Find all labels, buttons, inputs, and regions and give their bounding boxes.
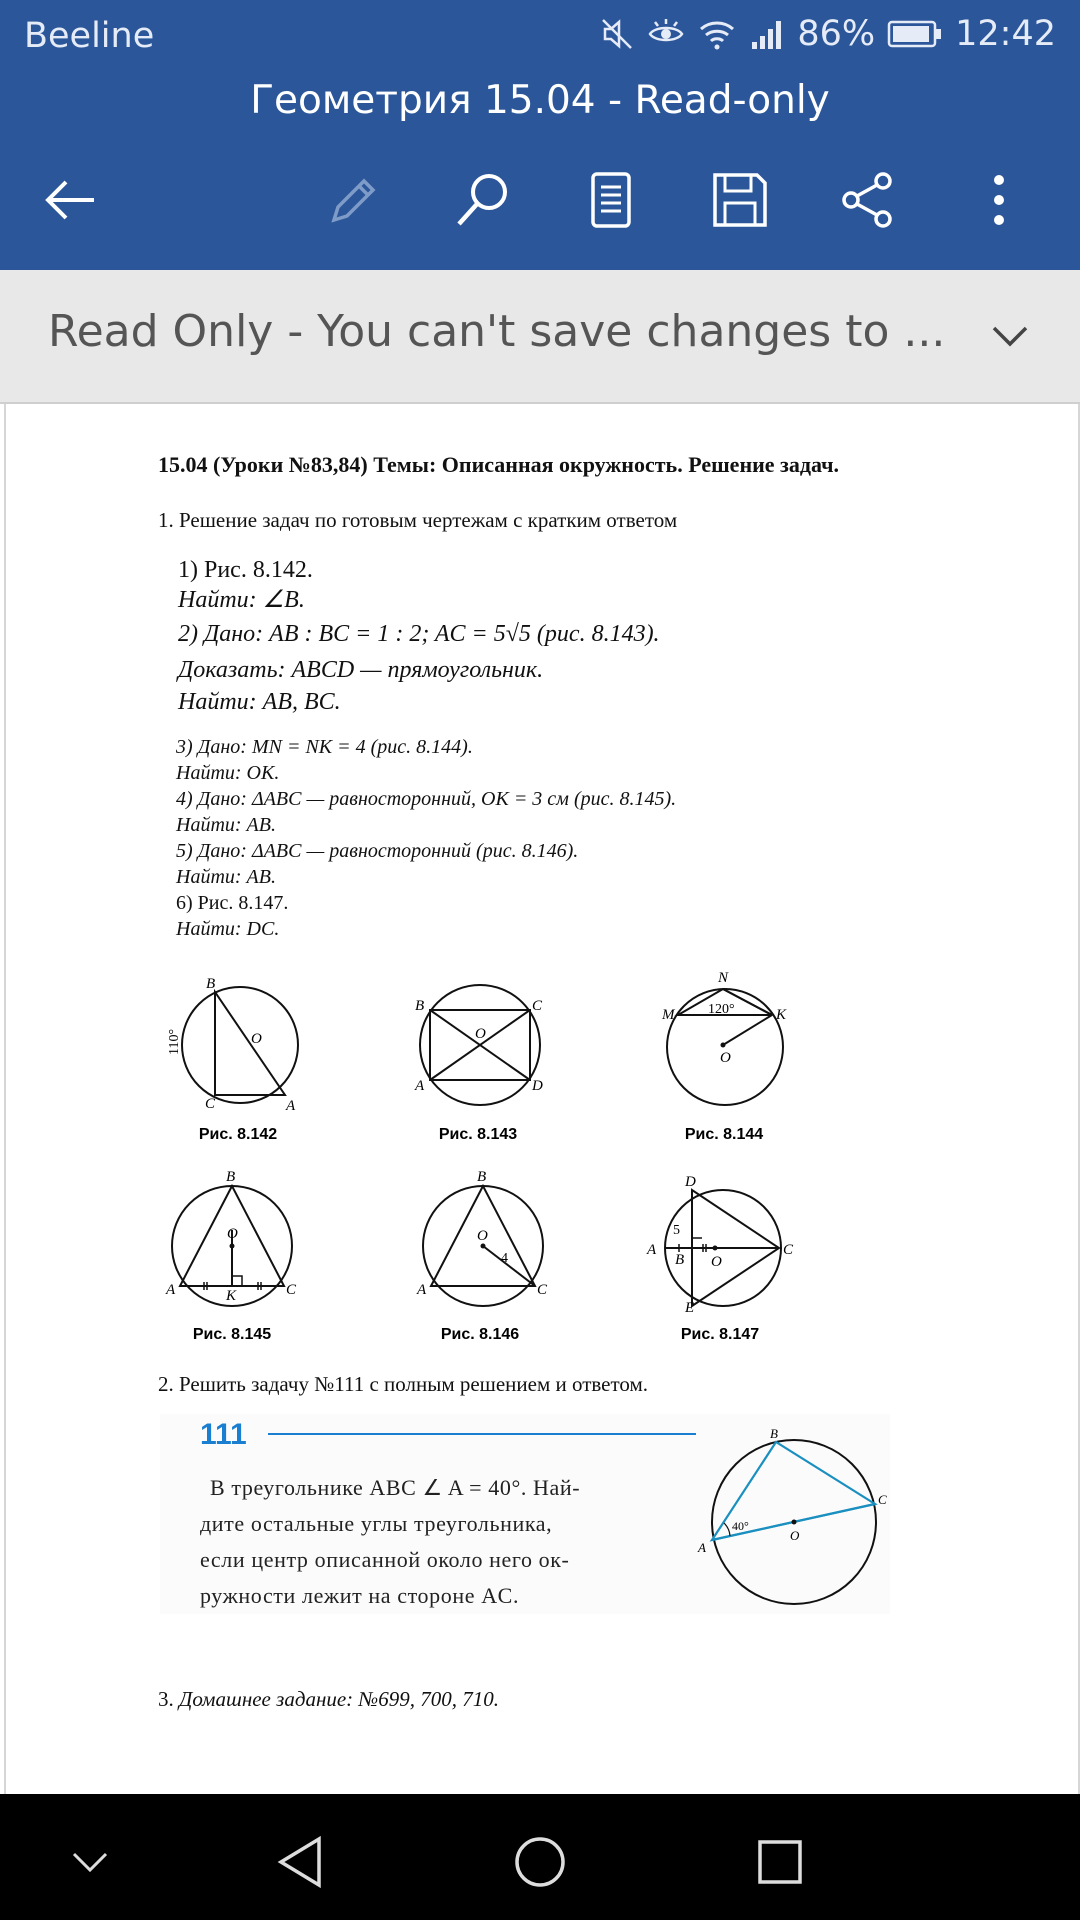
problem-number: 111 bbox=[200, 1418, 247, 1451]
svg-text:A: A bbox=[286, 1098, 296, 1114]
svg-text:O: O bbox=[711, 1254, 722, 1270]
battery-icon bbox=[887, 19, 943, 49]
back-icon bbox=[275, 1835, 325, 1889]
toolbar bbox=[0, 160, 1080, 240]
app-bar bbox=[0, 0, 1080, 270]
svg-text:O: O bbox=[475, 1026, 486, 1042]
clock: 12:42 bbox=[955, 14, 1056, 54]
task-line: Найти: OK. bbox=[176, 762, 280, 784]
chevron-down-icon bbox=[991, 324, 1029, 348]
svg-text:E: E bbox=[685, 1300, 695, 1312]
task-line: Найти: AB, BC. bbox=[178, 689, 341, 715]
back-arrow-icon bbox=[40, 175, 100, 225]
figure-8-146 bbox=[405, 1162, 555, 1312]
nav-back-button[interactable] bbox=[260, 1822, 340, 1902]
svg-text:A: A bbox=[647, 1242, 657, 1258]
search-icon bbox=[453, 170, 513, 230]
figure-caption: Рис. 8.146 bbox=[440, 1326, 520, 1343]
task-line: Найти: DC. bbox=[176, 918, 280, 940]
svg-text:A: A bbox=[698, 1540, 706, 1555]
problem-rule bbox=[268, 1433, 696, 1435]
svg-text:C: C bbox=[286, 1282, 297, 1298]
eye-comfort-icon bbox=[647, 16, 685, 52]
reading-view-icon bbox=[589, 171, 633, 229]
task-line: Найти: AB. bbox=[176, 866, 276, 888]
wifi-icon bbox=[697, 16, 737, 52]
recents-icon bbox=[756, 1838, 804, 1886]
document-title: Геометрия 15.04 - Read-only bbox=[250, 78, 830, 123]
doc-item-1: 1. Решение задач по готовым чертежам с кратким ответом bbox=[158, 508, 678, 532]
svg-text:C: C bbox=[878, 1492, 887, 1507]
problem-111 bbox=[160, 1414, 890, 1614]
svg-text:B: B bbox=[770, 1428, 778, 1441]
item-3-number: 3. bbox=[158, 1687, 179, 1711]
collapse-nav-button[interactable] bbox=[50, 1822, 130, 1902]
back-button[interactable] bbox=[30, 160, 110, 240]
doc-item-3 bbox=[158, 1687, 499, 1712]
svg-text:B: B bbox=[477, 1169, 487, 1185]
svg-text:5: 5 bbox=[673, 1223, 680, 1238]
status-bar bbox=[0, 0, 1080, 75]
svg-text:O: O bbox=[477, 1228, 488, 1244]
nav-recents-button[interactable] bbox=[740, 1822, 820, 1902]
svg-text:C: C bbox=[783, 1242, 794, 1258]
more-icon bbox=[989, 172, 1009, 228]
share-button[interactable] bbox=[828, 160, 908, 240]
problem-line: ружности лежит на стороне AC. bbox=[200, 1583, 520, 1608]
svg-text:M: M bbox=[662, 1007, 675, 1023]
problem-111-figure bbox=[690, 1428, 890, 1614]
save-icon bbox=[711, 171, 769, 229]
problem-line: дите остальные углы треугольника, bbox=[200, 1511, 553, 1536]
svg-text:O: O bbox=[790, 1528, 800, 1543]
svg-text:A: A bbox=[417, 1282, 427, 1298]
task-line: 4) Дано: ΔABC — равносторонний, OK = 3 см (рис. 8.145). bbox=[176, 788, 677, 810]
share-icon bbox=[839, 171, 897, 229]
system-nav-bar bbox=[0, 1794, 1080, 1920]
figure-8-143 bbox=[405, 965, 555, 1115]
svg-text:40°: 40° bbox=[732, 1519, 749, 1533]
task-line: 3) Дано: MN = NK = 4 (рис. 8.144). bbox=[176, 736, 473, 758]
svg-text:D: D bbox=[532, 1078, 543, 1094]
task-line: 1) Рис. 8.142. bbox=[178, 557, 313, 583]
svg-text:B: B bbox=[226, 1169, 236, 1185]
homework-text: Домашнее задание: №699, 700, 710. bbox=[179, 1687, 499, 1711]
svg-text:O: O bbox=[251, 1031, 262, 1047]
figure-8-144 bbox=[650, 965, 800, 1115]
svg-text:A: A bbox=[415, 1078, 425, 1094]
svg-text:C: C bbox=[532, 998, 543, 1014]
svg-text:O: O bbox=[227, 1226, 238, 1242]
figure-caption: Рис. 8.144 bbox=[684, 1126, 764, 1143]
read-only-message: Read Only - You can't save changes to ... bbox=[48, 306, 946, 357]
svg-text:A: A bbox=[166, 1282, 176, 1298]
svg-text:K: K bbox=[226, 1288, 237, 1304]
task-line: Доказать: ABCD — прямоугольник. bbox=[178, 657, 544, 683]
figure-caption: Рис. 8.145 bbox=[192, 1326, 272, 1343]
status-icons bbox=[599, 14, 1056, 54]
figure-8-147 bbox=[645, 1162, 805, 1312]
svg-text:K: K bbox=[776, 1007, 787, 1023]
carrier-name: Beeline bbox=[24, 16, 155, 56]
nav-home-button[interactable] bbox=[500, 1822, 580, 1902]
reading-view-button[interactable] bbox=[571, 160, 651, 240]
battery-percent: 86% bbox=[797, 14, 876, 54]
svg-text:C: C bbox=[205, 1096, 216, 1112]
task-line: Найти: ∠B. bbox=[178, 587, 305, 613]
task-line: 2) Дано: AB : BC = 1 : 2; AC = 5√5 (рис. 8.143). bbox=[178, 621, 660, 647]
search-button[interactable] bbox=[443, 160, 523, 240]
task-line: 5) Дано: ΔABC — равносторонний (рис. 8.146). bbox=[176, 840, 579, 862]
signal-icon bbox=[749, 16, 785, 52]
svg-text:D: D bbox=[685, 1174, 696, 1190]
problem-text bbox=[200, 1470, 580, 1614]
svg-text:B: B bbox=[415, 998, 425, 1014]
doc-heading: 15.04 (Уроки №83,84) Темы: Описанная окружность. Решение задач. bbox=[158, 452, 840, 477]
pencil-icon bbox=[326, 172, 382, 228]
task-line: Найти: AB. bbox=[176, 814, 276, 836]
figure-8-142 bbox=[160, 965, 320, 1115]
problem-line: В треугольнике ABC ∠ A = 40°. Най- bbox=[210, 1475, 581, 1500]
figure-caption: Рис. 8.147 bbox=[680, 1326, 760, 1343]
read-only-banner[interactable] bbox=[0, 270, 1080, 404]
svg-text:O: O bbox=[720, 1050, 731, 1066]
svg-text:B: B bbox=[675, 1252, 685, 1268]
expand-banner-button[interactable] bbox=[980, 306, 1040, 366]
svg-text:B: B bbox=[206, 976, 216, 992]
collapse-icon bbox=[70, 1849, 110, 1875]
svg-text:110°: 110° bbox=[167, 1028, 182, 1055]
save-button[interactable] bbox=[700, 160, 780, 240]
svg-text:4: 4 bbox=[501, 1251, 508, 1266]
home-icon bbox=[513, 1835, 567, 1889]
svg-text:N: N bbox=[718, 970, 729, 986]
svg-text:C: C bbox=[537, 1282, 548, 1298]
edit-button[interactable] bbox=[314, 160, 394, 240]
more-options-button[interactable] bbox=[959, 160, 1039, 240]
task-line: 6) Рис. 8.147. bbox=[176, 892, 289, 914]
doc-item-2: 2. Решить задачу №111 с полным решением и ответом. bbox=[158, 1372, 649, 1396]
problem-line: если центр описанной около него ок- bbox=[200, 1547, 570, 1572]
figure-caption: Рис. 8.142 bbox=[198, 1126, 278, 1143]
figure-8-145 bbox=[160, 1162, 310, 1312]
svg-text:120°: 120° bbox=[708, 1002, 735, 1017]
mute-icon bbox=[599, 16, 635, 52]
figure-caption: Рис. 8.143 bbox=[438, 1126, 518, 1143]
